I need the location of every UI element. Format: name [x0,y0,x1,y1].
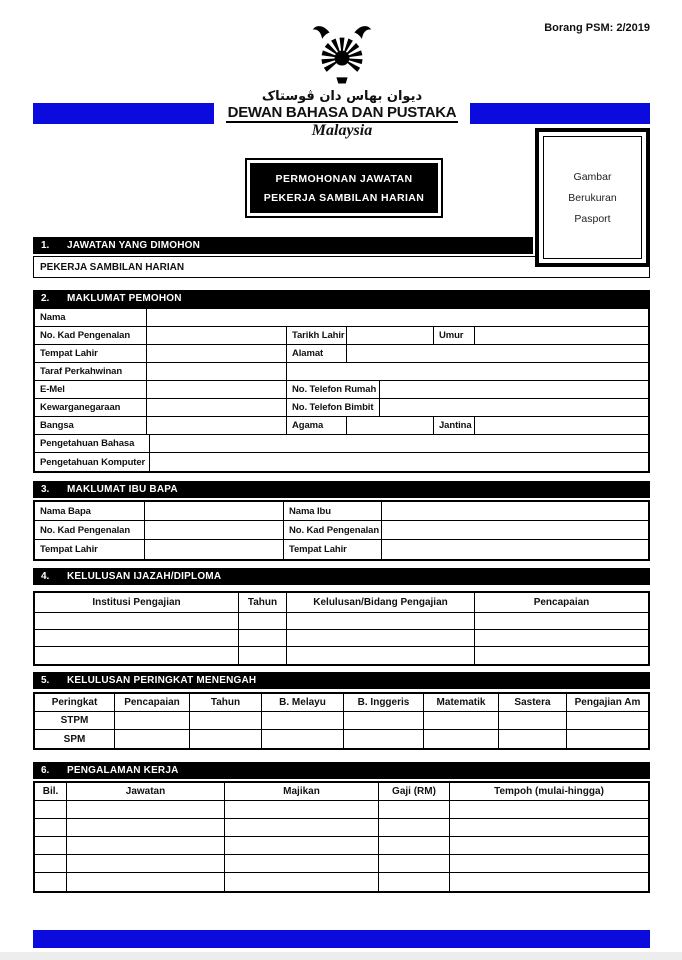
section2-title: MAKLUMAT PEMOHON [67,293,182,304]
table-header-row [35,694,648,712]
photo-box-line1: Gambar [573,170,612,183]
empty-field-cell [115,730,190,748]
section6-header-bar [33,762,650,779]
field-alamat [347,345,648,362]
col-b-inggeris: B. Inggeris [344,694,424,711]
empty-field-cell [115,712,190,729]
col-gaji: Gaji (RM) [379,783,450,800]
empty-field-cell [67,855,225,872]
empty-field-cell [190,730,262,748]
org-country: Malaysia [311,122,373,139]
empty-field-cell [450,819,648,836]
label-tempat-lahir-ibu: Tempat Lahir [284,540,382,559]
ibu-bapa-table [33,500,650,561]
empty-field-cell [379,819,450,836]
empty-field-cell [262,712,344,729]
field-agama [347,417,434,434]
table-row [35,819,648,837]
empty-field-cell [475,647,648,664]
label-umur: Umur [434,327,475,344]
empty-field-cell [35,647,239,664]
form-title-box [245,158,443,218]
table-row [35,417,648,435]
table-row [35,502,648,521]
label-tel-rumah: No. Telefon Rumah [287,381,380,398]
section3-number: 3. [41,484,50,495]
empty-field-cell [35,873,67,891]
label-taraf-perkahwinan: Taraf Perkahwinan [35,363,147,380]
table-row [35,399,648,417]
field-no-kad [147,327,287,344]
label-nama-ibu: Nama Ibu [284,502,382,520]
empty-field-cell [344,712,424,729]
label-nama-bapa: Nama Bapa [35,502,145,520]
empty-field-cell [262,730,344,748]
empty-field-cell [287,630,475,646]
label-tarikh-lahir: Tarikh Lahir [287,327,347,344]
photo-box-line2: Berukuran [568,191,617,204]
empty-field-cell [499,712,567,729]
pengalaman-table [33,781,650,893]
col-jawatan: Jawatan [67,783,225,800]
label-kewarganegaraan: Kewarganegaraan [35,399,147,416]
col-tahun: Tahun [190,694,262,711]
label-nama: Nama [35,309,147,326]
section-maklumat-pemohon [33,290,650,473]
form-code: Borang PSM: 2/2019 [544,22,650,34]
empty-field-cell [567,730,648,748]
field-tel-bimbit [380,399,648,416]
section5-header-bar [33,672,650,689]
empty-field-cell [450,855,648,872]
field-kewarganegaraan [147,399,287,416]
label-alamat: Alamat [287,345,347,362]
empty-field-cell [450,837,648,854]
empty-field-cell [450,801,648,818]
table-row [35,363,648,381]
col-institusi: Institusi Pengajian [35,593,239,612]
empty-field-cell [239,647,287,664]
ijazah-table [33,591,650,666]
label-no-kad-bapa: No. Kad Pengenalan [35,521,145,539]
section-maklumat-ibu-bapa [33,481,650,561]
table-row [35,381,648,399]
empty-field-cell [344,730,424,748]
label-no-kad-ibu: No. Kad Pengenalan [284,521,382,539]
table-row [35,453,648,471]
section5-number: 5. [41,675,50,686]
empty-field-cell [499,730,567,748]
col-tempoh: Tempoh (mulai-hingga) [494,786,604,797]
section4-header-bar [33,568,650,585]
section1-number: 1. [41,240,50,251]
table-row [35,855,648,873]
table-row [35,521,648,540]
empty-field-cell [239,630,287,646]
empty-field-cell [35,801,67,818]
table-row [35,801,648,819]
row-label-spm: SPM [35,730,115,748]
table-header-row [35,593,648,613]
field-tempat-lahir [147,345,287,362]
col-tahun: Tahun [239,593,287,612]
col-sastera: Sastera [499,694,567,711]
field-tempat-lahir-ibu [382,540,648,559]
field-no-kad-ibu [382,521,648,539]
empty-field-cell [287,613,475,629]
empty-field-cell [225,801,379,818]
empty-field-cell [35,855,67,872]
table-row [35,837,648,855]
section4-number: 4. [41,571,50,582]
table-row [35,540,648,559]
label-tel-bimbit: No. Telefon Bimbit [287,399,380,416]
field-nama-ibu [382,502,648,520]
table-row-stpm [35,712,648,730]
empty-field-cell [67,819,225,836]
empty-field-cell [67,873,225,891]
col-kelulusan: Kelulusan/Bidang Pengajian [287,593,475,612]
label-pengetahuan-komputer: Pengetahuan Komputer [35,453,150,471]
form-title-line1: PERMOHONAN JAWATAN [275,172,413,185]
photo-box-line3: Pasport [574,212,611,225]
empty-field-cell [35,837,67,854]
col-pengajian-am: Pengajian Am [574,697,641,708]
table-row [35,647,648,664]
empty-field-cell [450,873,648,891]
col-pencapaian: Pencapaian [533,597,590,608]
col-bil: Bil. [35,783,67,800]
label-tempat-lahir: Tempat Lahir [35,345,147,362]
field-emel [147,381,287,398]
col-peringkat: Peringkat [35,694,115,711]
empty-field-cell [190,712,262,729]
org-wordmark [214,88,470,141]
field-no-kad-bapa [145,521,284,539]
section2-header-bar [33,290,650,307]
empty-field-cell [287,647,475,664]
dbp-emblem-logo [311,24,373,86]
empty-field-cell [379,855,450,872]
menengah-table [33,692,650,750]
label-bangsa: Bangsa [35,417,147,434]
empty-field-cell [475,613,648,629]
passport-photo-box [535,128,650,267]
empty-field-cell [67,801,225,818]
empty-field-cell [35,819,67,836]
table-row [35,630,648,647]
footer-blue-band [33,930,650,948]
field-tel-rumah [380,381,648,398]
label-agama: Agama [287,417,347,434]
field-nama-bapa [145,502,284,520]
col-matematik: Matematik [424,694,499,711]
empty-field-cell [424,712,499,729]
section6-title: PENGALAMAN KERJA [67,765,179,776]
table-row [35,327,648,345]
table-row [35,435,648,453]
label-pengetahuan-bahasa: Pengetahuan Bahasa [35,435,150,452]
empty-field-cell [225,855,379,872]
field-tarikh-lahir [347,327,434,344]
field-alamat-cont [287,363,648,380]
empty-field-cell [379,837,450,854]
col-b-melayu: B. Melayu [262,694,344,711]
empty-field-cell [475,630,648,646]
table-row-spm [35,730,648,748]
table-row [35,873,648,891]
form-title-line2: PEKERJA SAMBILAN HARIAN [263,191,425,204]
table-row [35,613,648,630]
section-kelulusan-menengah [33,672,650,750]
empty-field-cell [424,730,499,748]
section4-title: KELULUSAN IJAZAH/DIPLOMA [67,571,222,582]
section1-title: JAWATAN YANG DIMOHON [67,240,201,251]
page-bottom-strip [0,952,682,960]
empty-field-cell [379,801,450,818]
empty-field-cell [567,712,648,729]
empty-field-cell [225,873,379,891]
section1-header-bar [33,237,533,254]
col-pencapaian: Pencapaian [115,694,190,711]
section2-number: 2. [41,293,50,304]
empty-field-cell [379,873,450,891]
field-taraf-perkahwinan [147,363,287,380]
table-header-row [35,783,648,801]
table-row [35,345,648,363]
field-pengetahuan-komputer [150,453,648,471]
section-kelulusan-ijazah [33,568,650,666]
section-pengalaman-kerja [33,762,650,893]
label-no-kad: No. Kad Pengenalan [35,327,147,344]
col-majikan: Majikan [225,783,379,800]
field-umur [475,327,648,344]
pemohon-table [33,307,650,473]
empty-field-cell [225,819,379,836]
label-emel: E-Mel [35,381,147,398]
label-tempat-lahir-bapa: Tempat Lahir [35,540,145,559]
jawatan-value-row: PEKERJA SAMBILAN HARIAN [33,256,650,278]
org-name: DEWAN BAHASA DAN PUSTAKA [227,104,457,121]
empty-field-cell [35,630,239,646]
empty-field-cell [35,613,239,629]
empty-field-cell [239,613,287,629]
empty-field-cell [67,837,225,854]
field-bangsa [147,417,287,434]
section6-number: 6. [41,765,50,776]
table-row [35,309,648,327]
section3-header-bar [33,481,650,498]
empty-field-cell [225,837,379,854]
field-jantina [475,417,648,434]
field-tempat-lahir-bapa [145,540,284,559]
field-pengetahuan-bahasa [150,435,648,452]
row-label-stpm: STPM [35,712,115,729]
section5-title: KELULUSAN PERINGKAT MENENGAH [67,675,257,686]
label-jantina: Jantina [434,417,475,434]
section3-title: MAKLUMAT IBU BAPA [67,484,178,495]
field-nama [147,309,648,326]
org-jawi-script: ديوان بهاس دان ڤوستاک [261,89,423,104]
